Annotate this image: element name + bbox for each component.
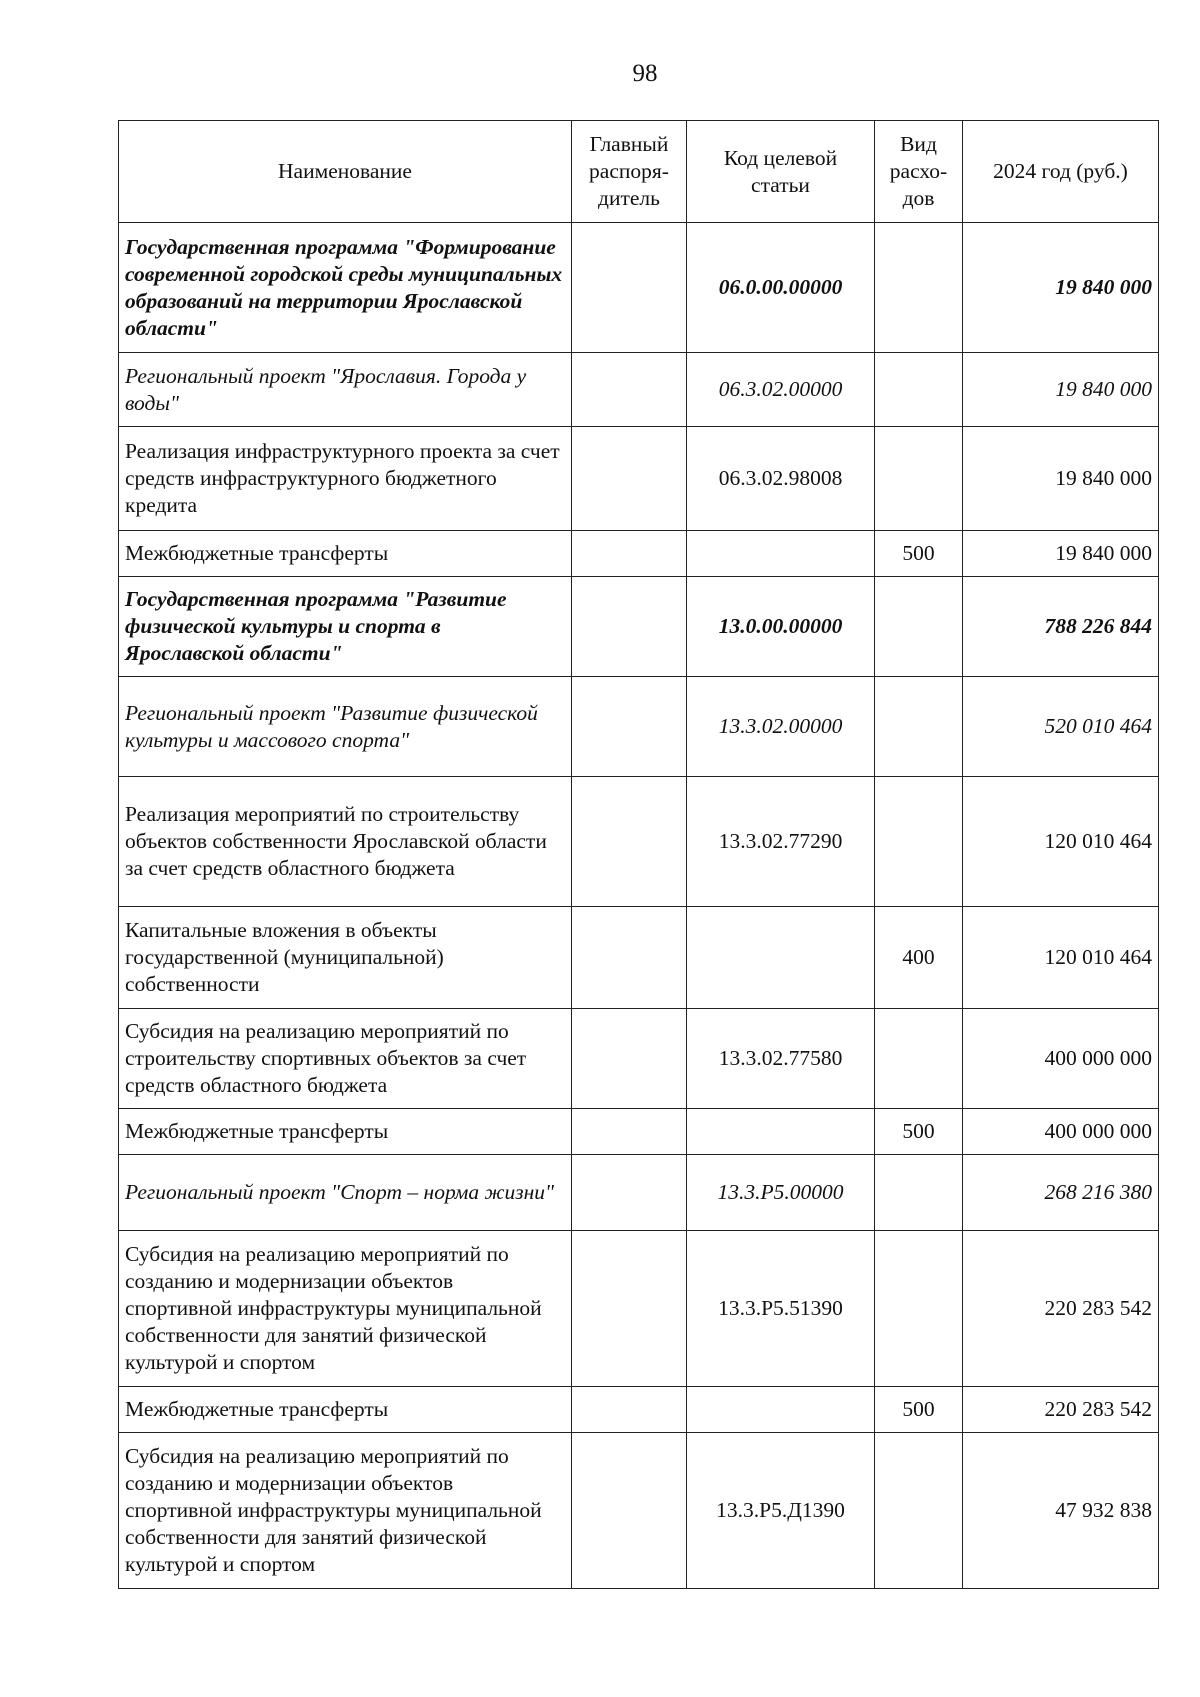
row-amount: 19 840 000 [963, 353, 1159, 427]
row-expense-type [875, 1433, 963, 1589]
row-expense-type [875, 1231, 963, 1387]
table-row [119, 531, 1159, 577]
row-main-manager [572, 223, 687, 353]
row-name: Государственная программа "Формирование современной городской среды муниципальных образований на территории Ярославской области" [119, 223, 572, 353]
table-row [119, 1155, 1159, 1231]
row-main-manager [572, 531, 687, 577]
row-name: Реализация инфраструктурного проекта за счет средств инфраструктурного бюджетного кредита [119, 427, 572, 531]
table-row [119, 777, 1159, 907]
table-row [119, 427, 1159, 531]
table-body [119, 223, 1159, 1589]
row-amount: 788 226 844 [963, 577, 1159, 677]
page-number: 98 [632, 60, 658, 87]
row-expense-type [875, 1009, 963, 1109]
row-main-manager [572, 1231, 687, 1387]
row-name: Государственная программа "Развитие физической культуры и спорта в Ярославской области" [119, 577, 572, 677]
row-name: Субсидия на реализацию мероприятий по строительству спортивных объектов за счет средств областного бюджета [119, 1009, 572, 1109]
header-name: Наименование [119, 121, 572, 223]
row-name: Субсидия на реализацию мероприятий по созданию и модернизации объектов спортивной инфраструктуры муниципальной собственности для занятий физической культурой и спортом [119, 1231, 572, 1387]
header-amount: 2024 год (руб.) [963, 121, 1159, 223]
row-name: Региональный проект "Развитие физической культуры и массового спорта" [119, 677, 572, 777]
row-name: Субсидия на реализацию мероприятий по созданию и модернизации объектов спортивной инфраструктуры муниципальной собственности для занятий физической культурой и спортом [119, 1433, 572, 1589]
table-row [119, 1109, 1159, 1155]
row-main-manager [572, 777, 687, 907]
row-expense-type [875, 677, 963, 777]
row-main-manager [572, 1009, 687, 1109]
row-expense-type: 500 [875, 1109, 963, 1155]
row-expense-type: 500 [875, 1387, 963, 1433]
table-row [119, 1231, 1159, 1387]
row-amount: 47 932 838 [963, 1433, 1159, 1589]
row-amount: 19 840 000 [963, 223, 1159, 353]
row-main-manager [572, 1387, 687, 1433]
header-row [119, 121, 1159, 223]
row-main-manager [572, 353, 687, 427]
header-expense-type: Вид расхо-дов [875, 121, 963, 223]
row-target-code: 13.3.02.77580 [687, 1009, 875, 1109]
row-expense-type [875, 777, 963, 907]
row-main-manager [572, 577, 687, 677]
row-target-code [687, 531, 875, 577]
row-target-code: 13.3.P5.51390 [687, 1231, 875, 1387]
header-main-manager: Главный распоря-дитель [572, 121, 687, 223]
row-main-manager [572, 427, 687, 531]
row-target-code: 13.0.00.00000 [687, 577, 875, 677]
row-name: Межбюджетные трансферты [119, 531, 572, 577]
row-target-code: 06.3.02.00000 [687, 353, 875, 427]
row-expense-type [875, 353, 963, 427]
row-expense-type [875, 1155, 963, 1231]
header-target-code: Код целевой статьи [687, 121, 875, 223]
row-amount: 268 216 380 [963, 1155, 1159, 1231]
row-amount: 19 840 000 [963, 427, 1159, 531]
row-main-manager [572, 907, 687, 1009]
row-main-manager [572, 677, 687, 777]
row-name: Региональный проект "Ярославия. Города у воды" [119, 353, 572, 427]
table-row [119, 577, 1159, 677]
row-target-code: 13.3.02.00000 [687, 677, 875, 777]
row-target-code: 13.3.P5.Д1390 [687, 1433, 875, 1589]
row-amount: 400 000 000 [963, 1009, 1159, 1109]
row-amount: 400 000 000 [963, 1109, 1159, 1155]
table-row [119, 907, 1159, 1009]
row-target-code: 06.0.00.00000 [687, 223, 875, 353]
row-expense-type: 400 [875, 907, 963, 1009]
row-name: Капитальные вложения в объекты государственной (муниципальной) собственности [119, 907, 572, 1009]
row-amount: 120 010 464 [963, 777, 1159, 907]
row-name: Межбюджетные трансферты [119, 1109, 572, 1155]
table-row [119, 1009, 1159, 1109]
row-amount: 220 283 542 [963, 1231, 1159, 1387]
row-target-code [687, 907, 875, 1009]
table-row [119, 353, 1159, 427]
row-amount: 19 840 000 [963, 531, 1159, 577]
row-main-manager [572, 1433, 687, 1589]
row-target-code: 13.3.P5.00000 [687, 1155, 875, 1231]
row-amount: 220 283 542 [963, 1387, 1159, 1433]
row-amount: 120 010 464 [963, 907, 1159, 1009]
row-expense-type [875, 427, 963, 531]
row-main-manager [572, 1155, 687, 1231]
row-name: Межбюджетные трансферты [119, 1387, 572, 1433]
table-row [119, 1387, 1159, 1433]
row-target-code [687, 1109, 875, 1155]
row-amount: 520 010 464 [963, 677, 1159, 777]
table-row [119, 1433, 1159, 1589]
row-expense-type: 500 [875, 531, 963, 577]
row-target-code: 06.3.02.98008 [687, 427, 875, 531]
row-expense-type [875, 577, 963, 677]
table-row [119, 677, 1159, 777]
budget-table [118, 120, 1159, 1589]
row-expense-type [875, 223, 963, 353]
row-target-code: 13.3.02.77290 [687, 777, 875, 907]
row-name: Реализация мероприятий по строительству объектов собственности Ярославской области за счет средств областного бюджета [119, 777, 572, 907]
row-target-code [687, 1387, 875, 1433]
row-name: Региональный проект "Спорт – норма жизни" [119, 1155, 572, 1231]
row-main-manager [572, 1109, 687, 1155]
table-row [119, 223, 1159, 353]
